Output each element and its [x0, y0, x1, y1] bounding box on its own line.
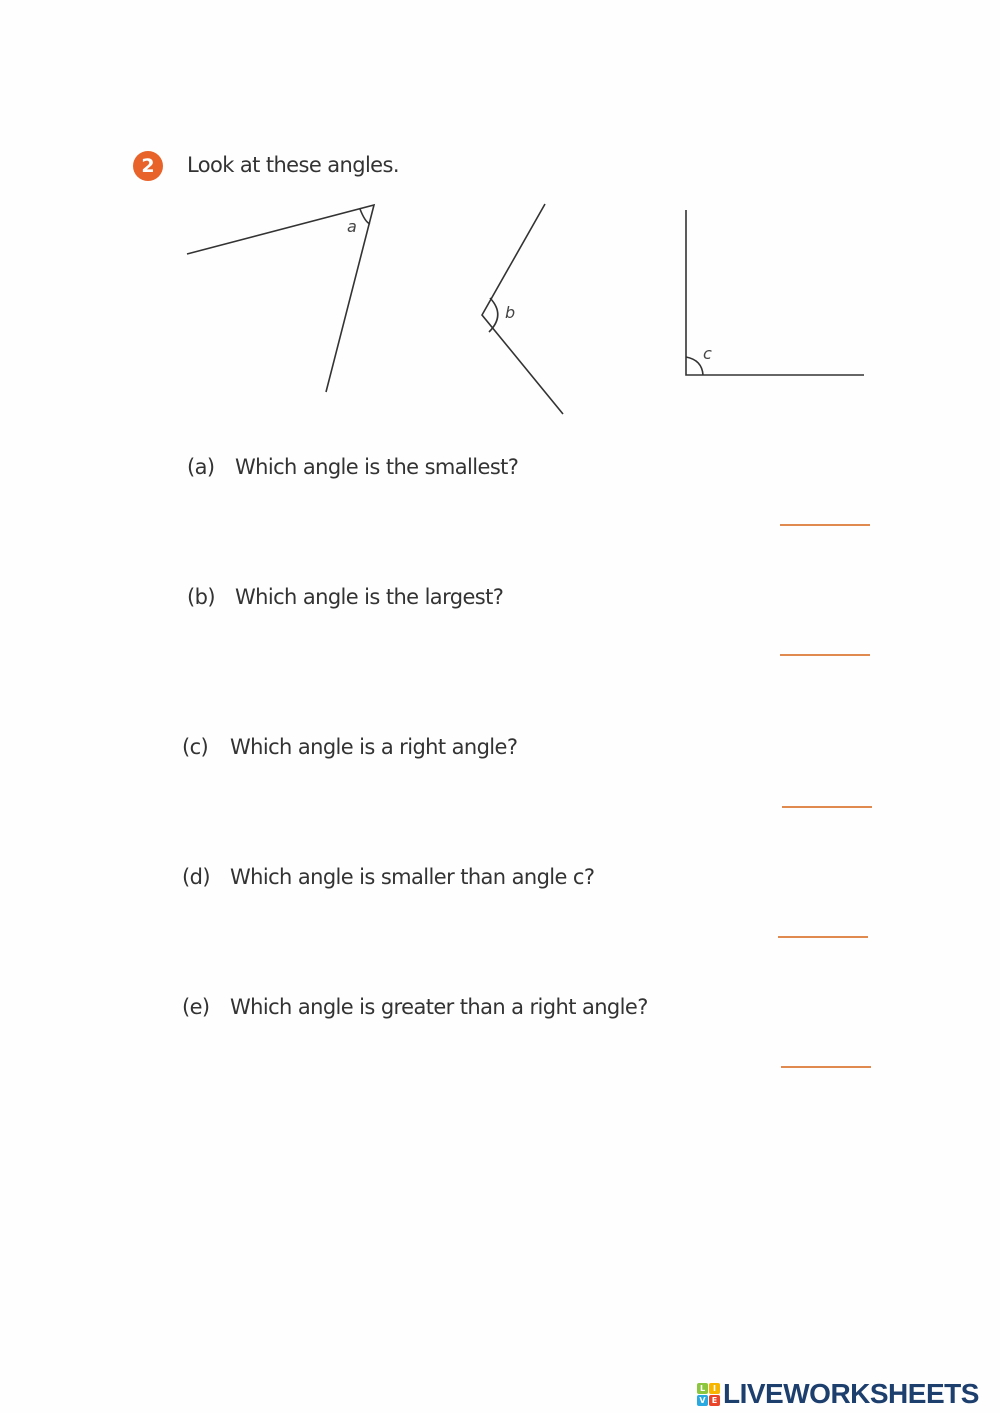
logo-icon	[697, 1383, 720, 1406]
question-b	[187, 585, 503, 609]
question-label: (a)	[187, 455, 215, 479]
angles-diagram	[0, 0, 1000, 450]
liveworksheets-logo	[697, 1378, 979, 1410]
question-label: (e)	[182, 995, 210, 1019]
answer-field-b[interactable]	[780, 654, 870, 656]
angle-b-lines	[482, 204, 563, 414]
angle-c-label: c	[703, 344, 712, 363]
question-text: Which angle is a right angle?	[230, 735, 518, 759]
answer-field-d[interactable]	[778, 936, 868, 938]
question-e	[182, 995, 648, 1019]
angle-a-lines	[187, 205, 374, 392]
question-text: Which angle is the largest?	[235, 585, 504, 609]
question-label: (d)	[182, 865, 210, 889]
answer-field-a[interactable]	[780, 524, 870, 526]
angle-a-label: a	[347, 217, 357, 236]
logo-letter: V	[697, 1395, 708, 1406]
angle-a-arc	[360, 209, 370, 224]
question-label: (c)	[182, 735, 209, 759]
answer-field-c[interactable]	[782, 806, 872, 808]
angle-b-label: b	[505, 303, 516, 322]
instruction-text: Look at these angles.	[187, 153, 399, 177]
answer-field-e[interactable]	[781, 1066, 871, 1068]
question-text: Which angle is greater than a right angle?	[230, 995, 648, 1019]
logo-letter: I	[709, 1383, 720, 1394]
question-a	[187, 455, 518, 479]
question-d	[182, 865, 594, 889]
angle-c-arc	[686, 357, 703, 375]
logo-letter: E	[709, 1395, 720, 1406]
question-text: Which angle is the smallest?	[235, 455, 519, 479]
question-text: Which angle is smaller than angle c?	[230, 865, 595, 889]
angle-c-lines	[686, 210, 864, 375]
logo-text: LIVEWORKSHEETS	[723, 1378, 979, 1409]
angle-b-arc	[489, 298, 498, 332]
exercise-number-badge: 2	[133, 151, 163, 181]
question-label: (b)	[187, 585, 215, 609]
logo-letter: L	[697, 1383, 708, 1394]
question-c	[182, 735, 517, 759]
